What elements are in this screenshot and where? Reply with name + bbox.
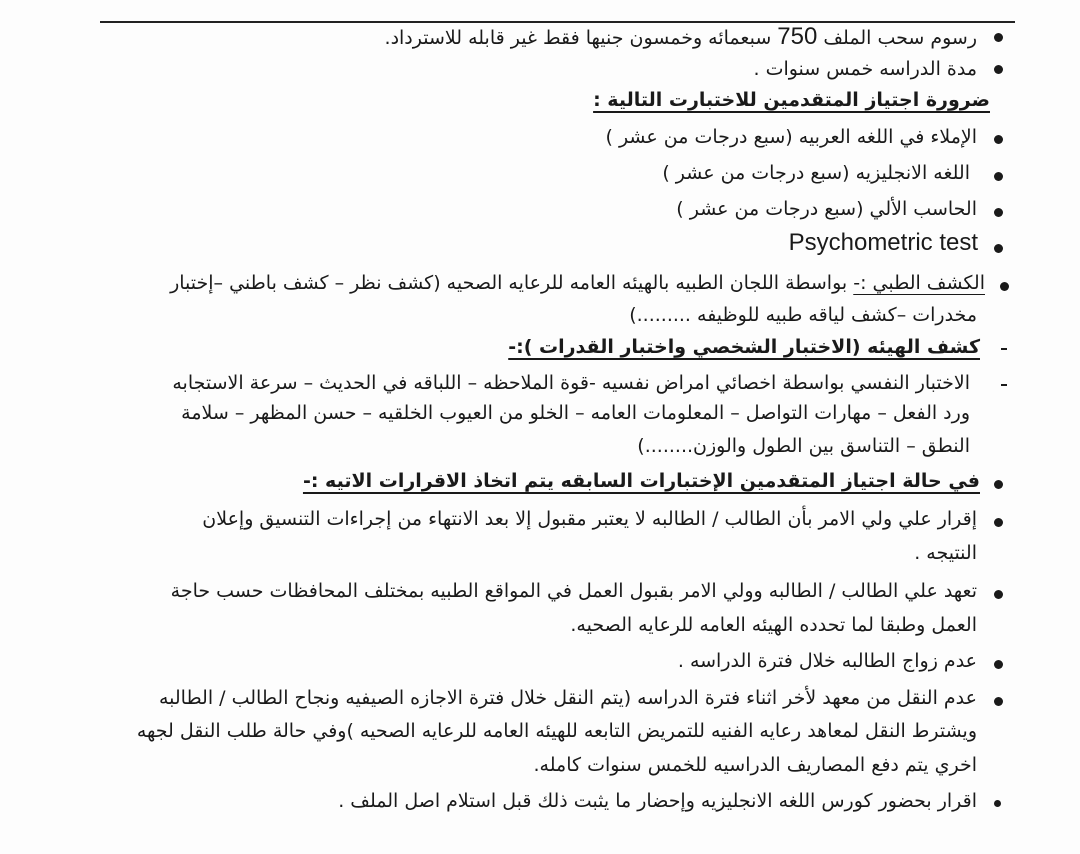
dash-bullet-icon <box>1001 348 1007 350</box>
test-item-arabic-dictation: الإملاء في اللغه العربيه (سبع درجات من عشر ) <box>605 126 977 148</box>
declarations-heading: في حالة اجتياز المتقدمين الإختبارات السابقه يتم اتخاذ الاقرارات الاتيه :- <box>302 470 980 492</box>
fee-amount: 750 <box>777 23 818 50</box>
medical-exam-line-1 <box>85 268 985 298</box>
bullet-icon <box>994 518 1003 527</box>
bullet-icon <box>994 172 1003 181</box>
declaration-2-line-1: تعهد علي الطالب / الطالبه وولي الامر بقبول العمل في المواقع الطبيه بمختلف المحافظات حسب حاجة <box>170 580 977 602</box>
bullet-icon <box>994 33 1003 42</box>
bullet-icon <box>994 590 1003 599</box>
bullet-icon <box>994 480 1003 489</box>
declaration-4-line-2: ويشترط النقل لمعاهد رعايه الفنيه للتمريض التابعه للهيئه العامه للرعايه الصحيه )وفي حالة طلب النقل لجهه <box>136 720 977 742</box>
declaration-3: عدم زواج الطالبه خلال فترة الدراسه . <box>677 650 977 672</box>
fee-item-suffix: سبعمائه وخمسون جنيها فقط غير قابله للاسترداد. <box>384 27 772 49</box>
test-item-psychometric: Psychometric test <box>788 229 978 256</box>
bullet-icon <box>994 697 1003 706</box>
medical-exam-text: بواسطة اللجان الطبيه بالهيئه العامه للرعايه الصحيه (كشف نظر – كشف باطني –إختبار <box>170 272 848 294</box>
bullet-icon <box>994 208 1003 217</box>
medical-exam-label: الكشف الطبي :- <box>853 272 985 294</box>
bullet-icon <box>994 65 1003 74</box>
bullet-icon <box>994 135 1003 144</box>
declaration-1-line-2: النتيجه . <box>914 542 977 564</box>
fee-item-prefix: رسوم سحب الملف <box>823 27 977 49</box>
test-item-english: اللغه الانجليزيه (سبع درجات من عشر ) <box>662 162 970 184</box>
fee-item <box>385 22 977 53</box>
declaration-2-line-2: العمل وطبقا لما تحدده الهيئه العامه للرعايه الصحيه. <box>570 614 977 636</box>
test-item-computer: الحاسب الألي (سبع درجات من عشر ) <box>676 198 977 220</box>
declaration-4-line-3: اخري يتم دفع المصاريف الدراسيه للخمس سنوات كامله. <box>533 754 977 776</box>
medical-exam-line-2: مخدرات –كشف لياقه طبيه للوظيفه .........) <box>629 304 977 326</box>
psych-test-line-3: النطق – التناسق بين الطول والوزن........) <box>637 435 970 457</box>
declaration-4-line-1: عدم النقل من معهد لأخر اثناء فترة الدراسه (يتم النقل خلال فترة الاجازه الصيفيه ونجاح الطالب / الطالبه <box>158 687 977 709</box>
duration-item: مدة الدراسه خمس سنوات . <box>753 58 977 80</box>
psych-test-line-2: ورد الفعل – مهارات التواصل – المعلومات العامه – الخلو من العيوب الخلقيه – حسن المظهر – سلامة <box>181 402 970 424</box>
bullet-icon <box>994 244 1003 253</box>
board-exam-heading: كشف الهيئه (الاختبار الشخصي واختبار القدرات ):- <box>508 336 980 358</box>
bullet-icon <box>994 800 1001 807</box>
dash-bullet-icon <box>1001 384 1007 386</box>
declaration-1-line-1: إقرار علي ولي الامر بأن الطالب / الطالبه لا يعتبر مقبول إلا بعد الانتهاء من إجراءات التنسيق وإعلان <box>202 508 977 530</box>
bullet-icon <box>994 660 1003 669</box>
declaration-5: اقرار بحضور كورس اللغه الانجليزيه وإحضار ما يثبت ذلك قبل استلام اصل الملف . <box>338 790 977 812</box>
tests-heading: ضرورة اجتياز المتقدمين للاختبارت التالية : <box>593 89 990 111</box>
bullet-icon <box>1000 282 1009 291</box>
psych-test-line-1: الاختبار النفسي بواسطة اخصائي امراض نفسيه -قوة الملاحظه – اللباقه في الحديث – سرعة الاستجابه <box>172 372 970 394</box>
